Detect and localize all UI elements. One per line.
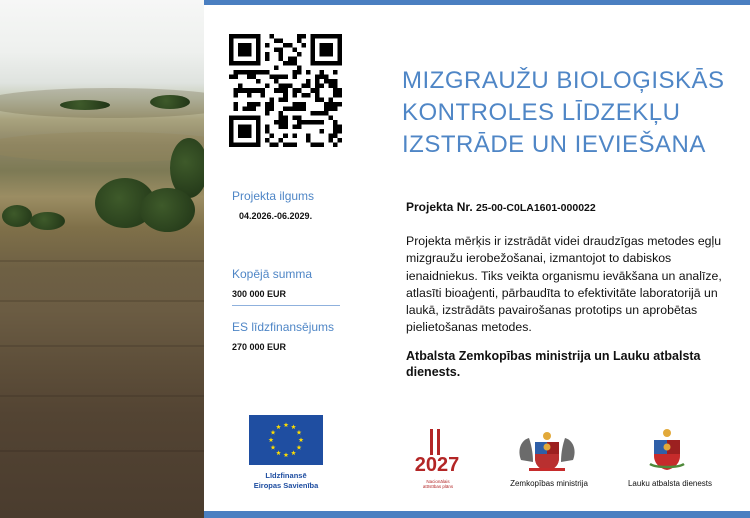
photo-tree xyxy=(30,212,65,230)
eu-funding-label: ES līdzfinansējums xyxy=(232,320,335,334)
support-statement: Atbalsta Zemkopības ministrija un Lauku atbalsta dienests. xyxy=(406,349,701,379)
bottom-accent-bar xyxy=(204,511,750,518)
photo-tree xyxy=(60,100,110,110)
eu-text-line: Līdzfinansē xyxy=(265,471,307,480)
side-divider xyxy=(232,305,340,306)
duration-value: 04.2026.-06.2029. xyxy=(239,211,313,221)
eu-funding-value: 270 000 EUR xyxy=(232,342,287,352)
photo-tree xyxy=(150,95,190,109)
title-line: MIZGRAUŽU BIOLOĢISKĀS xyxy=(402,67,725,94)
photo-tree xyxy=(2,205,32,227)
qr-code-icon[interactable] xyxy=(229,34,342,147)
project-title xyxy=(402,65,732,161)
duration-block xyxy=(232,189,342,221)
eu-funding-block xyxy=(232,320,342,352)
nap-caption xyxy=(413,479,463,489)
nap-caption-line: attīstības plāns xyxy=(422,484,454,489)
ministry-caption: Zemkopības ministrija xyxy=(510,479,588,488)
total-sum-label: Kopējā summa xyxy=(232,267,313,281)
photo-furrow xyxy=(0,260,204,262)
nap-year: 2027 xyxy=(414,454,460,476)
eu-cofunded-text xyxy=(236,471,336,490)
duration-label: Projekta ilgums xyxy=(232,189,315,203)
project-number-label: Projekta Nr. xyxy=(406,200,473,214)
landscape-photo xyxy=(0,0,204,518)
latvian-coat-of-arms-icon xyxy=(646,428,688,472)
photo-tree xyxy=(140,188,195,232)
project-number-value: 25-00-C0LA1601-000022 xyxy=(476,202,596,214)
total-sum-block xyxy=(232,267,342,299)
nap-caption-line: Nacionālais xyxy=(426,479,450,484)
lad-caption: Lauku atbalsta dienests xyxy=(627,479,713,488)
title-line: KONTROLES LĪDZEKĻU xyxy=(402,99,681,126)
project-number xyxy=(406,200,596,214)
title-line: IZSTRĀDE UN IEVIEŠANA xyxy=(402,131,706,158)
photo-furrow xyxy=(0,395,204,397)
photo-furrow xyxy=(0,300,204,302)
photo-furrow xyxy=(0,450,204,452)
eu-text-line: Eiropas Savienība xyxy=(253,480,319,490)
latvian-coat-of-arms-icon xyxy=(515,430,579,472)
photo-furrow xyxy=(0,345,204,347)
total-sum-value: 300 000 EUR xyxy=(232,289,287,299)
top-accent-bar xyxy=(204,0,750,5)
project-description: Projekta mērķis ir izstrādāt videi draudzīgas metodes egļu mizgraužu ierobežošanai, izmantojot to dabiskos ienaidniekus. Tiks veikta organismu ievākšana un analīze, atlasīti bioaģenti, pārbaudīta to efektivitāte laboratorijā un laukā, izstrādāts pavairošanas prototips un aprobētas pielietošanas metodes. xyxy=(406,234,722,335)
eu-flag-icon xyxy=(249,415,323,465)
